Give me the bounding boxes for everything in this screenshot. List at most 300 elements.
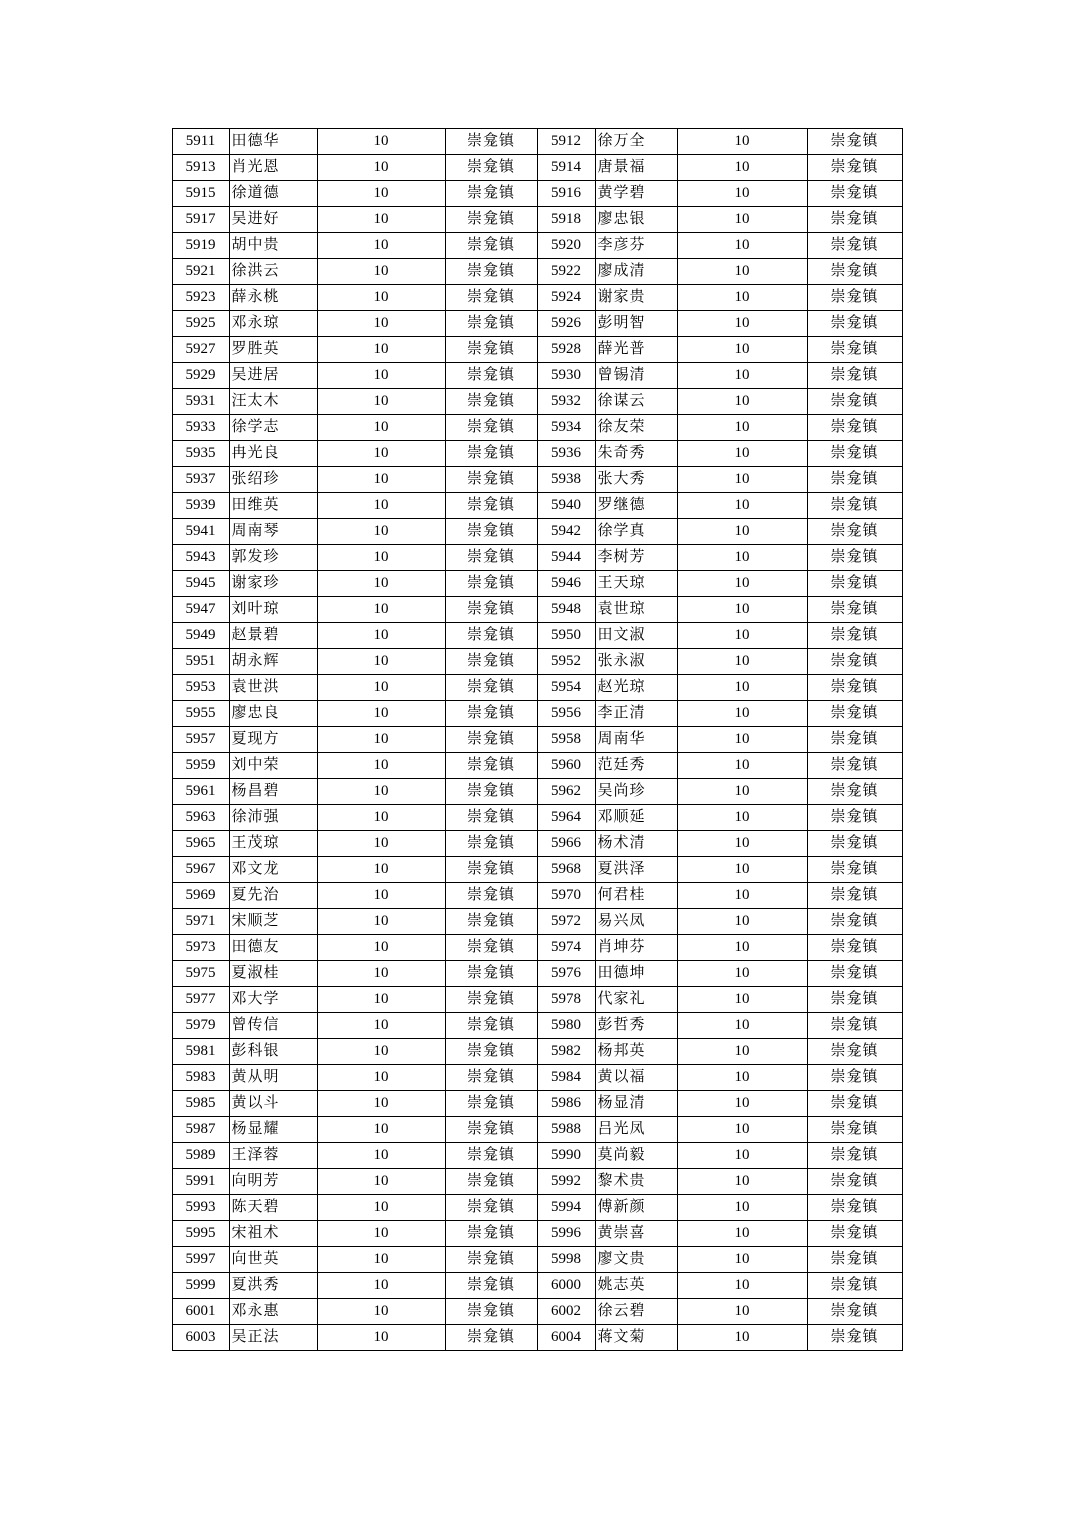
town-cell: 崇龛镇 [445,779,537,805]
amount-cell: 10 [317,909,445,935]
name-cell: 袁世洪 [229,675,317,701]
name-cell: 田德华 [229,129,317,155]
name-cell: 周南华 [595,727,677,753]
amount-cell: 10 [317,675,445,701]
amount-cell: 10 [677,233,807,259]
id-cell: 5960 [537,753,595,779]
amount-cell: 10 [317,857,445,883]
id-cell: 5977 [172,987,229,1013]
name-cell: 胡永辉 [229,649,317,675]
town-cell: 崇龛镇 [807,1091,902,1117]
id-cell: 6000 [537,1273,595,1299]
id-cell: 6001 [172,1299,229,1325]
name-cell: 汪太木 [229,389,317,415]
town-cell: 崇龛镇 [445,1013,537,1039]
name-cell: 罗继德 [595,493,677,519]
id-cell: 6002 [537,1299,595,1325]
id-cell: 5956 [537,701,595,727]
amount-cell: 10 [677,441,807,467]
table-row [172,415,902,441]
town-cell: 崇龛镇 [807,1039,902,1065]
table-row [172,623,902,649]
name-cell: 吴正法 [229,1325,317,1351]
id-cell: 5959 [172,753,229,779]
amount-cell: 10 [677,389,807,415]
id-cell: 5989 [172,1143,229,1169]
name-cell: 夏先治 [229,883,317,909]
name-cell: 傅新颜 [595,1195,677,1221]
town-cell: 崇龛镇 [445,545,537,571]
table-row [172,805,902,831]
amount-cell: 10 [677,467,807,493]
town-cell: 崇龛镇 [807,545,902,571]
table-row [172,1247,902,1273]
table-row [172,779,902,805]
amount-cell: 10 [677,1299,807,1325]
name-cell: 王泽蓉 [229,1143,317,1169]
name-cell: 刘中荣 [229,753,317,779]
name-cell: 罗胜英 [229,337,317,363]
amount-cell: 10 [317,727,445,753]
town-cell: 崇龛镇 [445,259,537,285]
name-cell: 宋祖术 [229,1221,317,1247]
town-cell: 崇龛镇 [445,623,537,649]
id-cell: 5933 [172,415,229,441]
name-cell: 蒋文菊 [595,1325,677,1351]
town-cell: 崇龛镇 [807,1065,902,1091]
town-cell: 崇龛镇 [445,363,537,389]
id-cell: 5935 [172,441,229,467]
town-cell: 崇龛镇 [445,727,537,753]
town-cell: 崇龛镇 [445,1299,537,1325]
town-cell: 崇龛镇 [445,935,537,961]
name-cell: 彭哲秀 [595,1013,677,1039]
table-row [172,311,902,337]
amount-cell: 10 [317,883,445,909]
town-cell: 崇龛镇 [807,701,902,727]
name-cell: 王天琼 [595,571,677,597]
town-cell: 崇龛镇 [807,1221,902,1247]
amount-cell: 10 [317,1117,445,1143]
table-row [172,545,902,571]
table-row [172,1195,902,1221]
town-cell: 崇龛镇 [807,1299,902,1325]
amount-cell: 10 [317,1325,445,1351]
amount-cell: 10 [677,1143,807,1169]
id-cell: 5962 [537,779,595,805]
town-cell: 崇龛镇 [807,1325,902,1351]
amount-cell: 10 [677,1117,807,1143]
name-cell: 姚志英 [595,1273,677,1299]
id-cell: 5912 [537,129,595,155]
name-cell: 曾锡清 [595,363,677,389]
name-cell: 肖坤芬 [595,935,677,961]
name-cell: 黎术贵 [595,1169,677,1195]
id-cell: 6003 [172,1325,229,1351]
amount-cell: 10 [677,545,807,571]
name-cell: 黄以福 [595,1065,677,1091]
town-cell: 崇龛镇 [807,805,902,831]
town-cell: 崇龛镇 [445,467,537,493]
amount-cell: 10 [317,987,445,1013]
amount-cell: 10 [677,181,807,207]
id-cell: 5972 [537,909,595,935]
name-cell: 王茂琼 [229,831,317,857]
name-cell: 邓大学 [229,987,317,1013]
name-cell: 张大秀 [595,467,677,493]
id-cell: 5923 [172,285,229,311]
id-cell: 5991 [172,1169,229,1195]
amount-cell: 10 [317,129,445,155]
name-cell: 夏洪秀 [229,1273,317,1299]
id-cell: 5951 [172,649,229,675]
amount-cell: 10 [317,1013,445,1039]
id-cell: 5917 [172,207,229,233]
amount-cell: 10 [677,961,807,987]
id-cell: 5938 [537,467,595,493]
name-cell: 吕光凤 [595,1117,677,1143]
town-cell: 崇龛镇 [807,155,902,181]
town-cell: 崇龛镇 [445,753,537,779]
table-row [172,129,902,155]
id-cell: 5986 [537,1091,595,1117]
amount-cell: 10 [317,181,445,207]
amount-cell: 10 [317,831,445,857]
town-cell: 崇龛镇 [445,1247,537,1273]
town-cell: 崇龛镇 [807,493,902,519]
town-cell: 崇龛镇 [807,389,902,415]
id-cell: 5947 [172,597,229,623]
id-cell: 5941 [172,519,229,545]
id-cell: 5966 [537,831,595,857]
amount-cell: 10 [677,311,807,337]
id-cell: 5963 [172,805,229,831]
table-row [172,1143,902,1169]
table-row [172,181,902,207]
town-cell: 崇龛镇 [445,1091,537,1117]
name-cell: 徐谋云 [595,389,677,415]
name-cell: 徐友荣 [595,415,677,441]
beneficiary-table [172,128,903,1351]
id-cell: 5918 [537,207,595,233]
amount-cell: 10 [317,259,445,285]
town-cell: 崇龛镇 [807,311,902,337]
amount-cell: 10 [317,311,445,337]
name-cell: 黄以斗 [229,1091,317,1117]
table-row [172,1169,902,1195]
amount-cell: 10 [317,337,445,363]
town-cell: 崇龛镇 [807,883,902,909]
amount-cell: 10 [317,779,445,805]
name-cell: 徐沛强 [229,805,317,831]
amount-cell: 10 [317,467,445,493]
amount-cell: 10 [677,1013,807,1039]
id-cell: 5916 [537,181,595,207]
amount-cell: 10 [317,545,445,571]
table-row [172,935,902,961]
table-row [172,701,902,727]
town-cell: 崇龛镇 [445,1195,537,1221]
town-cell: 崇龛镇 [807,233,902,259]
name-cell: 夏洪泽 [595,857,677,883]
name-cell: 吴进好 [229,207,317,233]
amount-cell: 10 [317,1143,445,1169]
id-cell: 5931 [172,389,229,415]
town-cell: 崇龛镇 [807,935,902,961]
id-cell: 5988 [537,1117,595,1143]
name-cell: 田维英 [229,493,317,519]
name-cell: 谢家珍 [229,571,317,597]
amount-cell: 10 [677,909,807,935]
name-cell: 徐学志 [229,415,317,441]
id-cell: 5981 [172,1039,229,1065]
town-cell: 崇龛镇 [807,1195,902,1221]
name-cell: 唐景福 [595,155,677,181]
name-cell: 彭明智 [595,311,677,337]
amount-cell: 10 [317,1039,445,1065]
table-row [172,285,902,311]
id-cell: 5982 [537,1039,595,1065]
name-cell: 廖忠银 [595,207,677,233]
name-cell: 廖成清 [595,259,677,285]
id-cell: 5985 [172,1091,229,1117]
name-cell: 张永淑 [595,649,677,675]
name-cell: 杨术清 [595,831,677,857]
amount-cell: 10 [317,649,445,675]
amount-cell: 10 [677,1221,807,1247]
id-cell: 5914 [537,155,595,181]
town-cell: 崇龛镇 [807,1117,902,1143]
name-cell: 胡中贵 [229,233,317,259]
town-cell: 崇龛镇 [445,675,537,701]
name-cell: 易兴凤 [595,909,677,935]
id-cell: 5993 [172,1195,229,1221]
amount-cell: 10 [317,155,445,181]
table-row [172,987,902,1013]
town-cell: 崇龛镇 [445,207,537,233]
id-cell: 5937 [172,467,229,493]
amount-cell: 10 [317,415,445,441]
town-cell: 崇龛镇 [445,883,537,909]
amount-cell: 10 [317,1195,445,1221]
amount-cell: 10 [677,883,807,909]
table-row [172,753,902,779]
id-cell: 5968 [537,857,595,883]
amount-cell: 10 [677,675,807,701]
id-cell: 5976 [537,961,595,987]
id-cell: 5942 [537,519,595,545]
amount-cell: 10 [677,1169,807,1195]
id-cell: 5996 [537,1221,595,1247]
town-cell: 崇龛镇 [445,337,537,363]
name-cell: 廖忠良 [229,701,317,727]
name-cell: 黄从明 [229,1065,317,1091]
amount-cell: 10 [317,1247,445,1273]
town-cell: 崇龛镇 [445,701,537,727]
table-row [172,467,902,493]
id-cell: 5987 [172,1117,229,1143]
name-cell: 杨显耀 [229,1117,317,1143]
table-row [172,259,902,285]
id-cell: 5955 [172,701,229,727]
name-cell: 彭科银 [229,1039,317,1065]
id-cell: 5927 [172,337,229,363]
amount-cell: 10 [317,493,445,519]
id-cell: 5995 [172,1221,229,1247]
amount-cell: 10 [677,207,807,233]
amount-cell: 10 [317,1169,445,1195]
town-cell: 崇龛镇 [445,1143,537,1169]
id-cell: 5953 [172,675,229,701]
name-cell: 夏淑桂 [229,961,317,987]
amount-cell: 10 [677,363,807,389]
id-cell: 5964 [537,805,595,831]
table-row [172,649,902,675]
name-cell: 田德友 [229,935,317,961]
amount-cell: 10 [317,571,445,597]
name-cell: 杨显清 [595,1091,677,1117]
id-cell: 5920 [537,233,595,259]
amount-cell: 10 [317,389,445,415]
name-cell: 李树芳 [595,545,677,571]
table-row [172,233,902,259]
town-cell: 崇龛镇 [445,805,537,831]
amount-cell: 10 [677,987,807,1013]
id-cell: 5999 [172,1273,229,1299]
town-cell: 崇龛镇 [807,571,902,597]
town-cell: 崇龛镇 [807,727,902,753]
table-row [172,493,902,519]
town-cell: 崇龛镇 [807,337,902,363]
amount-cell: 10 [677,259,807,285]
id-cell: 5934 [537,415,595,441]
town-cell: 崇龛镇 [445,415,537,441]
name-cell: 赵景碧 [229,623,317,649]
table-row [172,389,902,415]
name-cell: 何君桂 [595,883,677,909]
id-cell: 5922 [537,259,595,285]
name-cell: 宋顺芝 [229,909,317,935]
id-cell: 5940 [537,493,595,519]
name-cell: 范廷秀 [595,753,677,779]
beneficiary-table-body [172,129,902,1351]
id-cell: 5967 [172,857,229,883]
id-cell: 5958 [537,727,595,753]
amount-cell: 10 [677,1273,807,1299]
id-cell: 5980 [537,1013,595,1039]
amount-cell: 10 [677,1091,807,1117]
town-cell: 崇龛镇 [445,1117,537,1143]
id-cell: 5969 [172,883,229,909]
name-cell: 杨邦英 [595,1039,677,1065]
table-row [172,363,902,389]
name-cell: 徐万全 [595,129,677,155]
town-cell: 崇龛镇 [807,207,902,233]
town-cell: 崇龛镇 [445,909,537,935]
name-cell: 吴尚珍 [595,779,677,805]
name-cell: 廖文贵 [595,1247,677,1273]
town-cell: 崇龛镇 [445,1039,537,1065]
town-cell: 崇龛镇 [445,493,537,519]
name-cell: 陈天碧 [229,1195,317,1221]
name-cell: 李正清 [595,701,677,727]
amount-cell: 10 [677,1065,807,1091]
table-row [172,1325,902,1351]
amount-cell: 10 [677,493,807,519]
name-cell: 代家礼 [595,987,677,1013]
id-cell: 5944 [537,545,595,571]
id-cell: 5930 [537,363,595,389]
table-row [172,1117,902,1143]
id-cell: 5950 [537,623,595,649]
name-cell: 田德坤 [595,961,677,987]
town-cell: 崇龛镇 [445,649,537,675]
table-row [172,1299,902,1325]
town-cell: 崇龛镇 [807,961,902,987]
table-row [172,831,902,857]
town-cell: 崇龛镇 [807,181,902,207]
town-cell: 崇龛镇 [445,441,537,467]
id-cell: 5919 [172,233,229,259]
id-cell: 5954 [537,675,595,701]
amount-cell: 10 [677,415,807,441]
amount-cell: 10 [317,363,445,389]
town-cell: 崇龛镇 [807,1143,902,1169]
id-cell: 5983 [172,1065,229,1091]
id-cell: 5911 [172,129,229,155]
amount-cell: 10 [677,1247,807,1273]
id-cell: 5925 [172,311,229,337]
town-cell: 崇龛镇 [807,857,902,883]
town-cell: 崇龛镇 [807,1169,902,1195]
amount-cell: 10 [317,805,445,831]
id-cell: 5929 [172,363,229,389]
town-cell: 崇龛镇 [807,441,902,467]
name-cell: 田文淑 [595,623,677,649]
amount-cell: 10 [317,623,445,649]
id-cell: 5973 [172,935,229,961]
amount-cell: 10 [317,1091,445,1117]
id-cell: 5990 [537,1143,595,1169]
town-cell: 崇龛镇 [445,1065,537,1091]
id-cell: 5994 [537,1195,595,1221]
table-row [172,727,902,753]
id-cell: 5913 [172,155,229,181]
town-cell: 崇龛镇 [807,1273,902,1299]
amount-cell: 10 [677,623,807,649]
amount-cell: 10 [677,519,807,545]
id-cell: 5946 [537,571,595,597]
table-row [172,857,902,883]
amount-cell: 10 [317,1221,445,1247]
town-cell: 崇龛镇 [445,519,537,545]
id-cell: 5975 [172,961,229,987]
town-cell: 崇龛镇 [445,857,537,883]
amount-cell: 10 [317,519,445,545]
town-cell: 崇龛镇 [807,597,902,623]
town-cell: 崇龛镇 [807,1013,902,1039]
name-cell: 徐洪云 [229,259,317,285]
table-row [172,155,902,181]
name-cell: 赵光琼 [595,675,677,701]
town-cell: 崇龛镇 [445,961,537,987]
town-cell: 崇龛镇 [445,1273,537,1299]
town-cell: 崇龛镇 [445,285,537,311]
town-cell: 崇龛镇 [807,649,902,675]
amount-cell: 10 [677,1325,807,1351]
name-cell: 邓永琼 [229,311,317,337]
id-cell: 5979 [172,1013,229,1039]
